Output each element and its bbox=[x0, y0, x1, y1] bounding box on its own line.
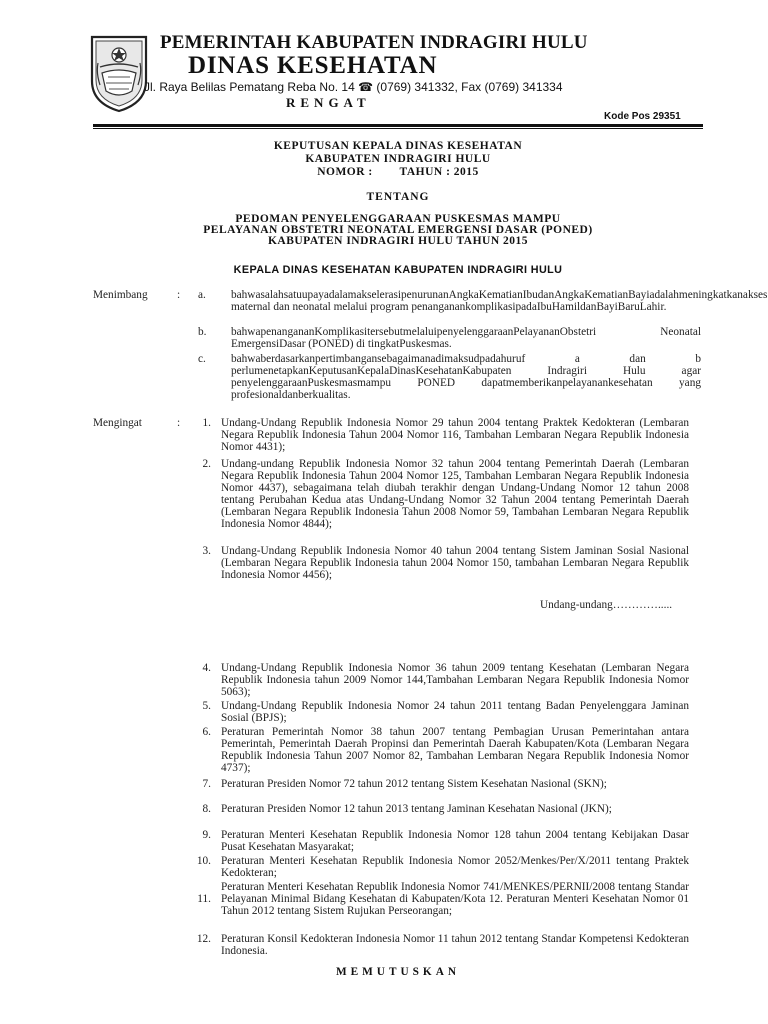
letterhead-postal-code: Kode Pos 29351 bbox=[604, 111, 681, 122]
list-marker: 5. bbox=[202, 700, 211, 712]
letterhead-government: PEMERINTAH KABUPATEN INDRAGIRI HULU bbox=[160, 32, 588, 53]
list-item-text: Peraturan Presiden Nomor 12 tahun 2013 tentang Jaminan Kesehatan Nasional (JKN); bbox=[221, 803, 612, 815]
mengingat-item bbox=[181, 855, 689, 879]
list-item-text: Undang-undang Republik Indonesia Nomor 32 tahun 2004 tentang Pemerintah Daerah (Lembaran Negara Republik Indonesia Tahun 2004 Nomor 125, Tambahan Lembaran Negara Republik Indonesia Nomor 4437), sebagaimana telah diubah terakhir dengan Undang-Undang Nomor 12 tahun 2008 tentang Perubahan Kedua atas Undang-Undang Nomor 32 Tahun 2004 tentang Pemerintah Daerah (Lembaran Negara Republik Indonesia Tahun 2008 Nomor 59, Tambahan Lembaran Negara Republik Indonesia Nomor 4844); bbox=[221, 458, 689, 531]
decree-tentang: TENTANG bbox=[366, 191, 430, 203]
list-marker: 7. bbox=[202, 778, 211, 790]
list-item-text: Undang-Undang Republik Indonesia Nomor 29 tahun 2004 tentang Praktek Kedokteran (Lembaran Negara Republik Indonesia Tahun 2004 Nomor 116, Tambahan Lembaran Negara Republik Indonesia Nomor 4431); bbox=[221, 417, 689, 454]
list-item-text: Undang-Undang Republik Indonesia Nomor 36 tahun 2009 tentang Kesehatan (Lembaran Negara Republik Indonesia tahun 2009 Nomor 144,Tambahan Lembaran Negara Republik Indonesia Nomor 5063); bbox=[221, 662, 689, 699]
decision-heading: MEMUTUSKAN bbox=[335, 966, 461, 978]
list-item-text: Peraturan Konsil Kedokteran Indonesia Nomor 11 tahun 2012 tentang Standar Kompetensi Kedokteran Indonesia. bbox=[221, 933, 689, 958]
decree-title-line2: KABUPATEN INDRAGIRI HULU bbox=[305, 153, 491, 165]
list-marker: 2. bbox=[202, 458, 211, 470]
list-item-text: Peraturan Menteri Kesehatan Republik Indonesia Nomor 2052/Menkes/Per/X/2011 tentang Praktek Kedokteran; bbox=[221, 855, 689, 880]
mengingat-item bbox=[181, 417, 689, 453]
list-item-text: Undang-Undang Republik Indonesia Nomor 24 tahun 2011 tentang Badan Penyelenggara Jaminan Sosial (BPJS); bbox=[221, 700, 689, 725]
list-item-text: Peraturan Menteri Kesehatan Republik Indonesia Nomor 128 tahun 2004 tentang Kebijakan Dasar Pusat Kesehatan Masyarakat; bbox=[221, 829, 689, 854]
list-item-text: bahwapenangananKomplikasitersebutmelaluipenyelenggaraanPelayananObstetri Neonatal EmergensiDasar (PONED) di tingkatPuskesmas. bbox=[231, 326, 701, 351]
menimbang-item bbox=[198, 353, 701, 401]
menimbang-label: Menimbang bbox=[93, 289, 148, 301]
list-marker: 10. bbox=[196, 855, 211, 867]
list-item-text: bahwasalahsatuupayadalamakselerasipenurunanAngkaKematianIbudanAngkaKematianBayiadalahmeningkatkanakses maternal dan neonatal melalui program penanganankomplikasipadaIbuHamildanBayiBaruLahir. bbox=[231, 289, 768, 314]
letterhead-rule-thin bbox=[93, 128, 703, 129]
decree-title-line1: KEPUTUSAN KEPALA DINAS KESEHATAN bbox=[273, 140, 523, 152]
mengingat-item bbox=[181, 829, 689, 853]
mengingat-item bbox=[181, 700, 689, 724]
list-marker: 9. bbox=[202, 829, 211, 841]
list-marker: 12. bbox=[196, 933, 211, 945]
mengingat-label: Mengingat bbox=[93, 417, 142, 429]
list-marker: 4. bbox=[202, 662, 211, 674]
decree-subject-line3: KABUPATEN INDRAGIRI HULU TAHUN 2015 bbox=[267, 235, 529, 247]
menimbang-item bbox=[198, 326, 701, 350]
letterhead-agency: DINAS KESEHATAN bbox=[188, 52, 438, 79]
list-marker: 6. bbox=[202, 726, 211, 738]
list-marker: a. bbox=[198, 289, 206, 301]
list-item-text: Peraturan Pemerintah Nomor 38 tahun 2007 tentang Pembagian Urusan Pemerintahan antara Pemerintah, Pemerintah Daerah Propinsi dan Pemerintah Daerah Kabupaten/Kota (Lembaran Negara Republik Indonesia Tahun 2007 Nomor 82, Tambahan Lembaran Negara Republik Indonesia Nomor 4737); bbox=[221, 726, 689, 775]
mengingat-item bbox=[181, 881, 689, 917]
mengingat-item bbox=[181, 545, 689, 581]
decree-subject-line1: PEDOMAN PENYELENGGARAAN PUSKESMAS MAMPU bbox=[235, 213, 561, 225]
menimbang-colon: : bbox=[177, 289, 181, 301]
letterhead-city: RENGAT bbox=[286, 95, 371, 110]
list-item-text: bahwaberdasarkanpertimbangansebagaimanadimaksudpadahuruf a dan b perlumenetapkanKeputusanKepalaDinasKesehatanKabupaten Indragiri Hulu agar penyelenggaraanPuskesmasmampu PONED dapatmemberikanpelayanankesehatan yang profesionaldanberkualitas. bbox=[231, 353, 701, 402]
decree-subject-line2: PELAYANAN OBSTETRI NEONATAL EMERGENSI DASAR (PONED) bbox=[203, 224, 593, 236]
page-continuation: Undang-undang…………..... bbox=[540, 599, 673, 611]
list-marker: c. bbox=[198, 353, 206, 365]
mengingat-item bbox=[181, 803, 689, 815]
mengingat-item bbox=[181, 662, 689, 698]
list-marker: 11. bbox=[197, 893, 211, 905]
mengingat-item bbox=[181, 458, 689, 531]
mengingat-colon: : bbox=[177, 417, 181, 429]
letterhead-address: Jl. Raya Belilas Pematang Reba No. 14 ☎ (0769) 341332, Fax (0769) 341334 bbox=[144, 80, 563, 94]
menimbang-item bbox=[198, 289, 768, 314]
mengingat-item bbox=[181, 726, 689, 774]
list-item-text: Peraturan Menteri Kesehatan Republik Indonesia Nomor 741/MENKES/PERNII/2008 tentang Standar Pelayanan Minimal Bidang Kesehatan di Kabupaten/Kota 12. Peraturan Menteri Kesehatan Nomor 01 Tahun 2012 tentang Sistem Rujukan Perseorangan; bbox=[221, 881, 689, 918]
list-item-text: Undang-Undang Republik Indonesia Nomor 40 tahun 2004 tentang Sistem Jaminan Sosial Nasional (Lembaran Negara Republik Indonesia tahun 2004 Nomor 150, tambahan Lembaran Negara Republik Indonesia Nomor 4456); bbox=[221, 545, 689, 582]
decree-authority: KEPALA DINAS KESEHATAN KABUPATEN INDRAGIRI HULU bbox=[233, 264, 563, 276]
list-marker: 8. bbox=[202, 803, 211, 815]
list-marker: 1. bbox=[202, 417, 211, 429]
mengingat-item bbox=[181, 933, 689, 957]
mengingat-item bbox=[181, 778, 689, 790]
list-marker: 3. bbox=[202, 545, 211, 557]
decree-title-number: NOMOR : TAHUN : 2015 bbox=[317, 166, 479, 178]
regency-crest-icon bbox=[86, 33, 152, 113]
list-marker: b. bbox=[198, 326, 207, 338]
list-item-text: Peraturan Presiden Nomor 72 tahun 2012 tentang Sistem Kesehatan Nasional (SKN); bbox=[221, 778, 607, 790]
letterhead-rule-thick bbox=[93, 124, 703, 127]
